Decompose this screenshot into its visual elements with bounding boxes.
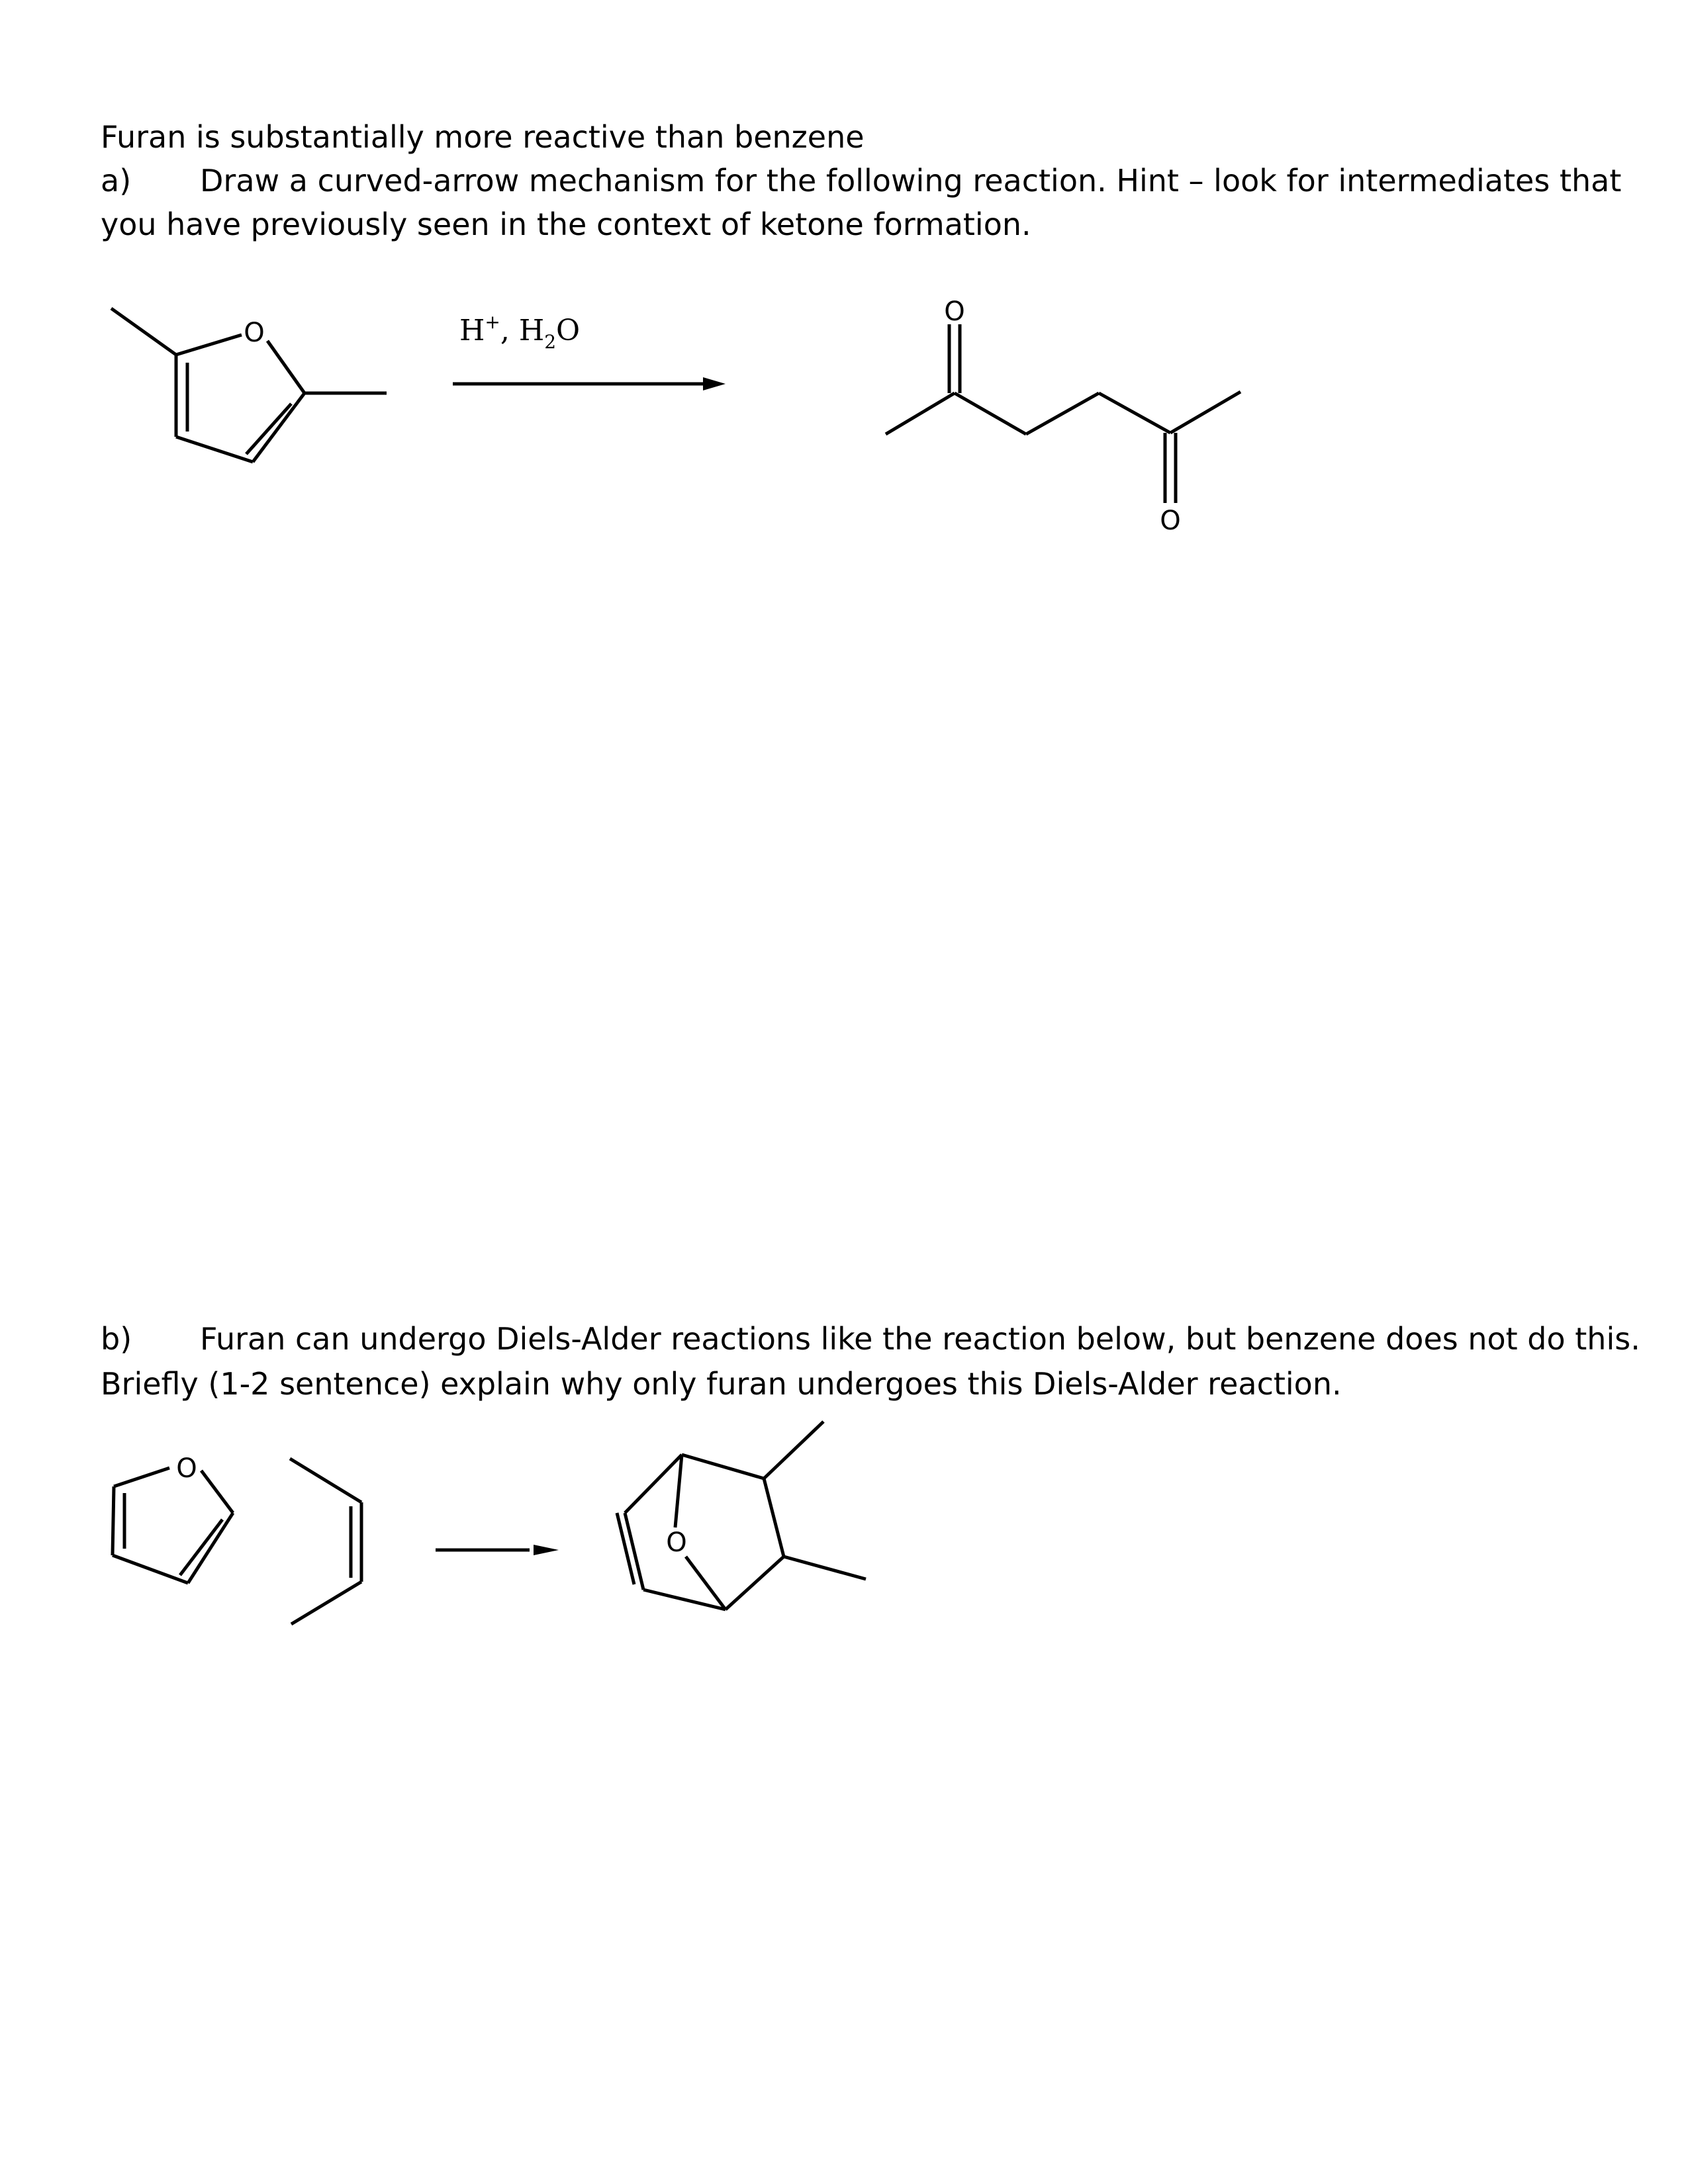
oxabicyclo-product-structure: [617, 1422, 866, 1610]
question-a-text-1: Draw a curved-arrow mechanism for the following reaction. Hint – look for intermediates that: [200, 163, 1622, 199]
intro-text: Furan is substantially more reactive than benzene: [101, 119, 865, 155]
question-a-label: a): [101, 163, 132, 199]
reaction-a-arrowhead: [703, 377, 726, 390]
question-b-label: b): [101, 1321, 132, 1357]
reagent-h: H: [459, 314, 485, 347]
reagent-plus: +: [485, 311, 500, 333]
hexanedione-structure: [886, 324, 1241, 503]
furan-structure: [113, 1468, 233, 1583]
reagent-water-o: O: [556, 314, 581, 347]
reagents-label: [459, 311, 580, 353]
ketone-oxygen-label-top: O: [944, 296, 965, 327]
ketone-oxygen-label-bottom: O: [1160, 506, 1181, 536]
question-a-line2: you have previously seen in the context of ketone formation.: [101, 206, 1031, 242]
reaction-b-arrowhead: [534, 1545, 559, 1555]
bridge-oxygen-label: O: [666, 1527, 687, 1558]
reagent-comma: ,: [500, 314, 519, 347]
furan-oxygen-label-b: O: [176, 1453, 197, 1484]
question-b-text-1: Furan can undergo Diels-Alder reactions like the reaction below, but benzene does not do this.: [200, 1321, 1640, 1357]
cis-butene-structure: [290, 1459, 361, 1624]
reagent-water-h: H: [518, 314, 545, 347]
furan-oxygen-label-a: O: [244, 318, 265, 348]
reagent-water-sub: 2: [544, 331, 557, 353]
question-b-line2: Briefly (1-2 sentence) explain why only furan undergoes this Diels-Alder reaction.: [101, 1366, 1342, 1402]
